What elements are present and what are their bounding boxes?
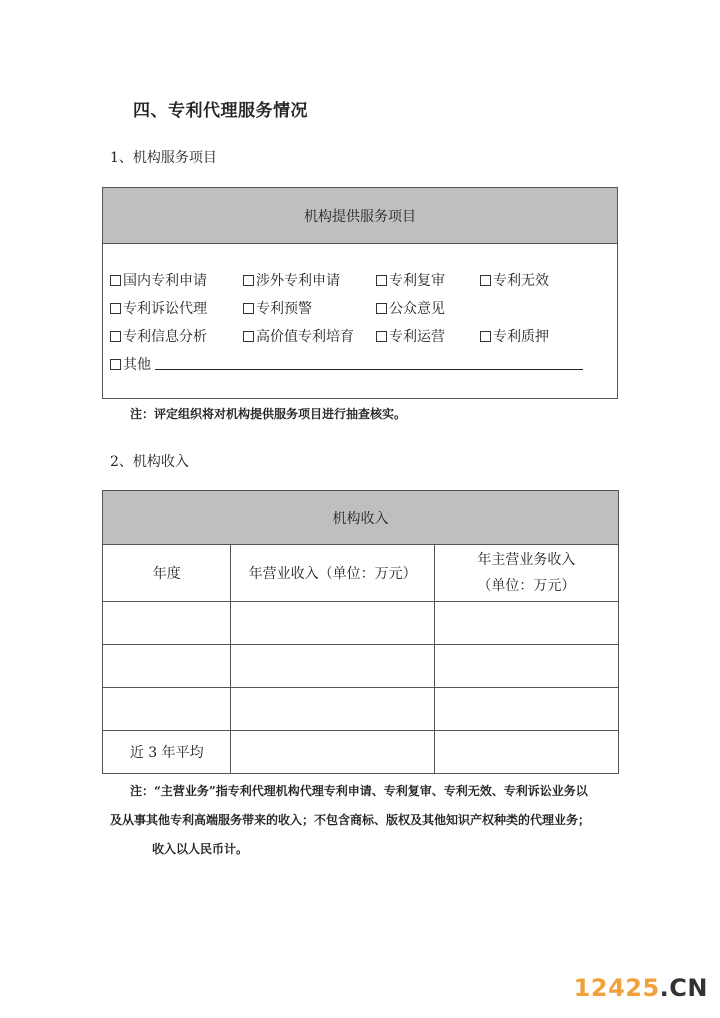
services-heading: 1、机构服务项目 bbox=[110, 150, 217, 166]
checkbox[interactable] bbox=[376, 275, 387, 286]
checkbox[interactable] bbox=[243, 303, 254, 314]
option-invalidation[interactable]: 专利无效 bbox=[480, 270, 549, 290]
avg-label: 近 3 年平均 bbox=[103, 731, 231, 774]
main-revenue-cell[interactable] bbox=[434, 688, 618, 731]
checkbox[interactable] bbox=[110, 303, 121, 314]
income-heading: 2、机构收入 bbox=[110, 454, 189, 470]
main-revenue-cell[interactable] bbox=[434, 645, 618, 688]
revenue-cell[interactable] bbox=[231, 602, 434, 645]
revenue-cell[interactable] bbox=[231, 731, 434, 774]
checkbox[interactable] bbox=[243, 331, 254, 342]
checkbox[interactable] bbox=[110, 275, 121, 286]
option-pledge[interactable]: 专利质押 bbox=[480, 326, 549, 346]
table-row bbox=[103, 602, 619, 645]
checkbox[interactable] bbox=[480, 275, 491, 286]
col-revenue: 年营业收入（单位：万元） bbox=[231, 545, 434, 602]
income-note: 注：“主营业务”指专利代理机构代理专利申请、专利复审、专利无效、专利诉讼业务以 及从事其他专利高端服务带来的收入；不包含商标、版权及其他知识产权种类的代理业务； 收入以人民币计。 bbox=[110, 784, 591, 856]
option-operation[interactable]: 专利运营 bbox=[376, 326, 445, 346]
table-row-average bbox=[103, 731, 619, 774]
option-info-analysis[interactable]: 专利信息分析 bbox=[110, 326, 207, 346]
year-cell[interactable] bbox=[103, 645, 231, 688]
option-foreign-application[interactable]: 涉外专利申请 bbox=[243, 270, 340, 290]
services-note: 注：评定组织将对机构提供服务项目进行抽查核实。 bbox=[130, 407, 407, 421]
other-fill-line[interactable] bbox=[155, 369, 583, 370]
main-revenue-cell[interactable] bbox=[434, 731, 618, 774]
section-title: 四、专利代理服务情况 bbox=[133, 101, 308, 121]
option-reexamination[interactable]: 专利复审 bbox=[376, 270, 445, 290]
checkbox[interactable] bbox=[110, 359, 121, 370]
services-table bbox=[102, 187, 618, 399]
option-other[interactable]: 其他 bbox=[110, 354, 151, 374]
table-row bbox=[103, 645, 619, 688]
option-early-warning[interactable]: 专利预警 bbox=[243, 298, 312, 318]
col-year: 年度 bbox=[103, 545, 231, 602]
checkbox[interactable] bbox=[376, 303, 387, 314]
checkbox[interactable] bbox=[243, 275, 254, 286]
watermark-logo: 12425.CN bbox=[573, 974, 708, 1002]
year-cell[interactable] bbox=[103, 688, 231, 731]
option-domestic-application[interactable]: 国内专利申请 bbox=[110, 270, 207, 290]
option-high-value-cultivation[interactable]: 高价值专利培育 bbox=[243, 326, 354, 346]
col-main-revenue: 年主营业务收入 （单位：万元） bbox=[434, 545, 618, 602]
option-litigation[interactable]: 专利诉讼代理 bbox=[110, 298, 207, 318]
option-public-opinion[interactable]: 公众意见 bbox=[376, 298, 445, 318]
checkbox[interactable] bbox=[376, 331, 387, 342]
table-row bbox=[103, 688, 619, 731]
income-table-title: 机构收入 bbox=[103, 491, 619, 545]
income-table bbox=[102, 490, 619, 774]
checkbox[interactable] bbox=[480, 331, 491, 342]
year-cell[interactable] bbox=[103, 602, 231, 645]
services-table-title: 机构提供服务项目 bbox=[103, 188, 617, 244]
checkbox[interactable] bbox=[110, 331, 121, 342]
main-revenue-cell[interactable] bbox=[434, 602, 618, 645]
revenue-cell[interactable] bbox=[231, 688, 434, 731]
revenue-cell[interactable] bbox=[231, 645, 434, 688]
